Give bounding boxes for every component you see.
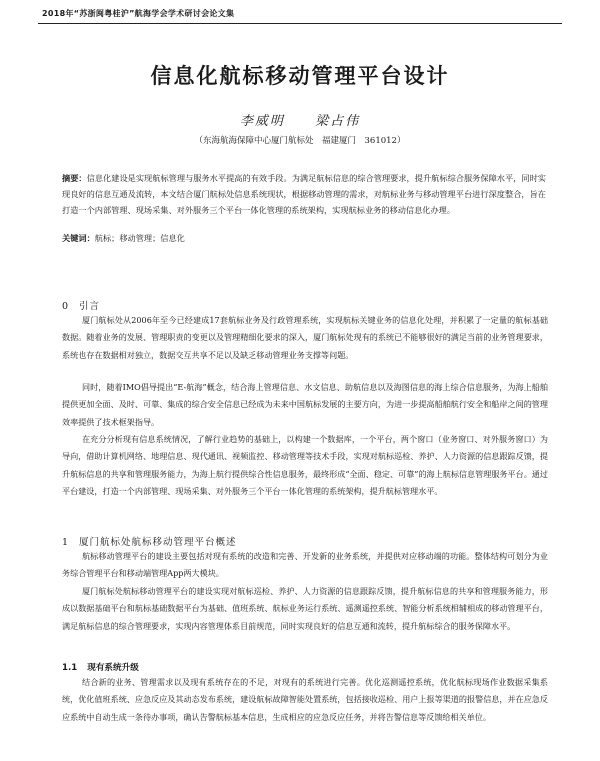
subsection-number: 1.1 [62, 663, 78, 673]
paragraph: 同时，随着IMO倡导提出“E-航海”概念，结合海上管理信息、水文信息、助航信息以及海图信息的海上综合信息服务，为海上船舶提供更加全面、及时、可靠、集成的综合安全信息已经成为未来中国航标发展的主要方向，为进一步提高船舶航行安全和船岸之间的管理效率提供了技术框架指导。 [62, 382, 548, 427]
paragraph: 厦门航标处从2006年至今已经建成17套航标业务及行政管理系统，实现航标关键业务的信息化处理，并积累了一定量的航标基础数据。随着业务的发展、管理职责的变更以及管理精细化要求的深入，厦门航标处现有的系统已不能够很好的满足当前的业务管理要求，系统也存在数据相对独立，数据交互共享不足以及缺乏移动管理业务支撑等问题。 [62, 315, 548, 360]
paragraph: 厦门航标处航标移动管理平台的建设实现对航标巡检、养护、人力资源的信息跟踪反馈，提升航标信息的共享和管理服务能力，形成以数据基础平台和航标基础数据平台为基础、值班系统、航标业务运行系统、遥测遥控系统、智能分析系统相辅相成的移动管理平台，满足航标信息的综合管理要求，实现内容管理体系目前规范，同时实现良好的信息互通和流转，提升航标综合的服务保障水平。 [62, 586, 548, 631]
keywords-text: 航标；移动管理；信息化 [94, 233, 185, 243]
paragraph: 航标移动管理平台的建设主要包括对现有系统的改造和完善、开发新的业务系统，并提供对应移动端的功能。整体结构可划分为业务综合管理平台和移动端管理App两大模块。 [62, 551, 548, 579]
keywords [62, 233, 546, 244]
abstract [62, 170, 546, 219]
subsection-title: 现有系统升级 [87, 663, 139, 673]
subsection-heading [62, 661, 139, 673]
authors [0, 110, 600, 129]
paragraph: 在充分分析现有信息系统情况，了解行业趋势的基础上，以构建一个数据库，一个平台，两个窗口（业务窗口、对外服务窗口）为导向，借助计算机网络、地理信息、现代通讯、视频监控、移动管理等技术手段，实现对航标巡检、养护、人力资源的信息跟踪反馈，提升航标信息的共享和管理服务能力，为海上航行提供综合性信息服务，最终形成“全面、稳定、可靠”的海上航标信息管理服务平台。通过平台建设，打造一个内部管理、现场采集、对外服务三个平台一体化管理的系统架构，提升航标管理水平。 [62, 434, 548, 496]
section-heading-intro [62, 298, 100, 312]
section-number: 0 [62, 301, 70, 312]
section-heading-overview [62, 534, 237, 548]
keywords-label: 关键词： [62, 233, 95, 243]
running-header: 2018年“苏浙闽粤桂沪”航海学会学术研讨会论文集 [42, 9, 235, 18]
section-title: 引言 [79, 301, 101, 312]
paragraph: 结合新的业务、管理需求以及现有系统存在的不足，对现有的系统进行完善。优化巡测遥控系统，优化航标现场作业数据采集系统，优化值班系统、应急反应及其动态发布系统，建设航标故障智能处置系统，包括接收巡检、用户上报等渠道的报警信息，并在应急反应系统中自动生成一条待办事项，确认告警航标基本信息，生成相应的应急反应任务，并将告警信息等反馈给相关单位。 [62, 677, 548, 722]
author-2: 梁占伟 [315, 114, 361, 129]
abstract-label: 摘要： [62, 173, 87, 183]
section-title: 厦门航标处航标移动管理平台概述 [79, 537, 237, 548]
section-number: 1 [62, 537, 70, 548]
abstract-text: 信息化建设是实现航标管理与服务水平提高的有效手段。为满足航标信息的综合管理要求，提升航标综合服务保障水平，同时实现良好的信息互通及流转，本文结合厦门航标处信息系统现状，根据移动管理的需求，对航标业务与移动管理平台进行深度整合，旨在打造一个内部管理、现场采集、对外服务三个平台一体化管理的系统架构，实现航标业务的移动信息化办理。 [62, 173, 546, 216]
header-rule [38, 23, 562, 24]
author-1: 李威明 [239, 114, 285, 129]
affiliation: （东海航海保障中心厦门航标处 福建厦门 361012） [194, 136, 406, 146]
paper-title: 信息化航标移动管理平台设计 [150, 64, 450, 88]
